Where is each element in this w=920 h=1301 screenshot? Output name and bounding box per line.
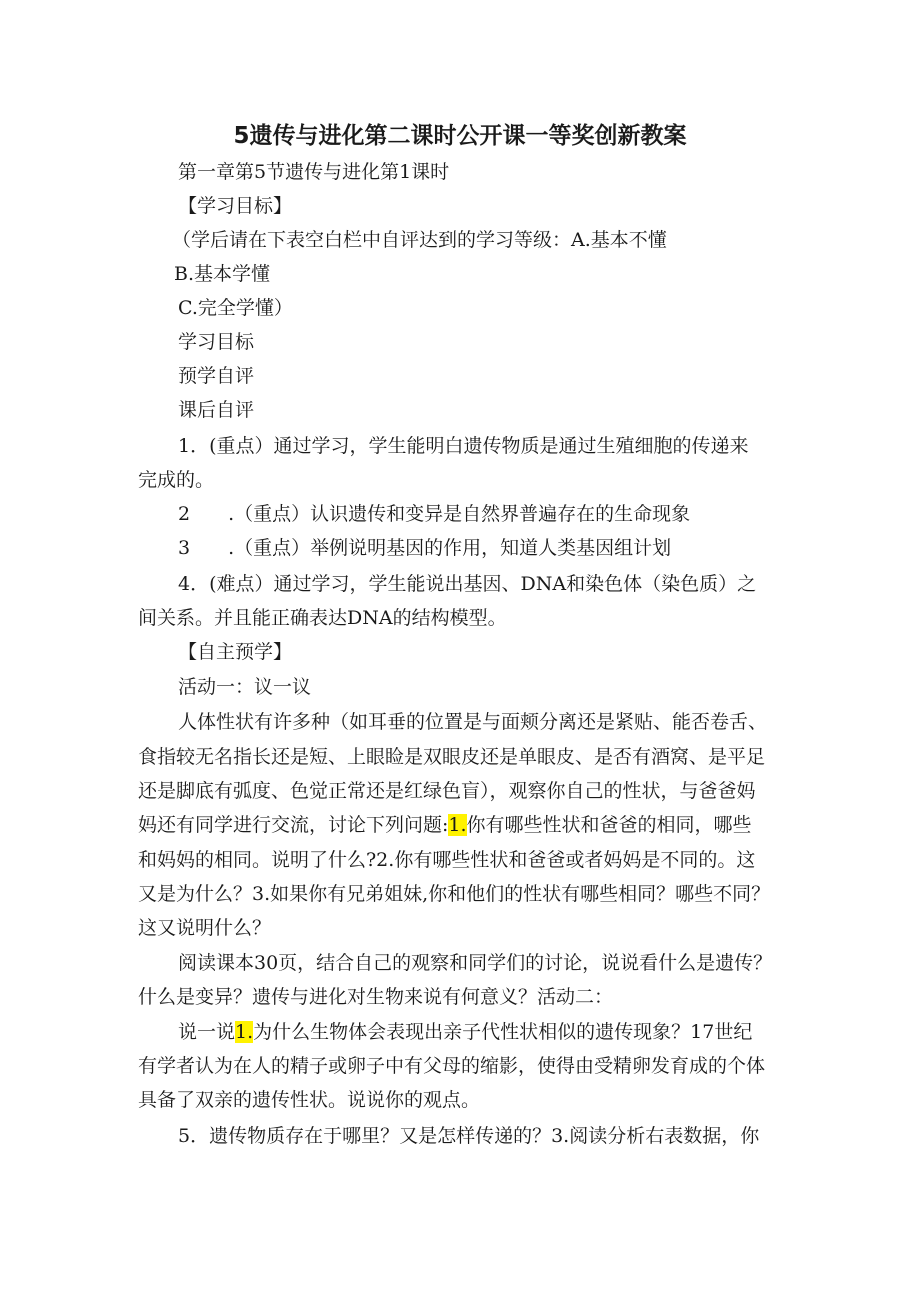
goal-item: 2 .（重点）认识遗传和变异是自然界普遍存在的生命现象 — [178, 503, 691, 525]
activity-heading: 活动一：议一议 — [178, 676, 312, 698]
paragraph-line — [138, 808, 798, 842]
goal-item: 1．(重点）通过学习，学生能明白遗传物质是通过生殖细胞的传递来 — [178, 435, 749, 457]
paragraph-line: 课后自评 — [178, 399, 255, 421]
paragraph-line: 和妈妈的相同。说明了什么?2.你有哪些性状和爸爸或者妈妈是不同的。这 — [138, 849, 756, 871]
section-learning-goals: 【学习目标】 — [178, 195, 293, 217]
line-text: 为什么生物体会表现出亲子代性状相似的遗传现象？17世纪 — [253, 1021, 753, 1043]
line-text: 说一说 — [178, 1021, 236, 1043]
chapter-heading: 第一章第5节遗传与进化第1课时 — [178, 161, 450, 183]
paragraph-line: 这又说明什么？ — [138, 917, 272, 939]
paragraph-line: （学后请在下表空白栏中自评达到的学习等级：A.基本不懂 — [172, 229, 667, 251]
paragraph-line: 具备了双亲的遗传性状。说说你的观点。 — [138, 1089, 481, 1111]
paragraph-line — [178, 1015, 838, 1049]
paragraph-line: 有学者认为在人的精子或卵子中有父母的缩影，使得由受精卵发育成的个体 — [138, 1055, 766, 1077]
goal-item: 4．(难点）通过学习，学生能说出基因、DNA和染色体（染色质）之 — [178, 573, 757, 595]
paragraph-line: 什么是变异？遗传与进化对生物来说有何意义？活动二： — [138, 986, 614, 1008]
paragraph-line: 又是为什么？3.如果你有兄弟姐妹,你和他们的性状有哪些相同？哪些不同？ — [138, 883, 771, 905]
paragraph-line: 阅读课本30页，结合自己的观察和同学们的讨论，说说看什么是遗传？ — [178, 952, 773, 974]
paragraph-line: 还是脚底有弧度、色觉正常还是红绿色盲），观察你自己的性状，与爸爸妈 — [138, 780, 756, 802]
line-text: 妈还有同学进行交流，讨论下列问题: — [138, 814, 449, 836]
paragraph-line: 人体性状有许多种（如耳垂的位置是与面颊分离还是紧贴、能否卷舌、 — [178, 711, 768, 733]
paragraph-line: 5．遗传物质存在于哪里？又是怎样传递的？3.阅读分析右表数据，你 — [178, 1125, 760, 1147]
paragraph-line: 学习目标 — [178, 331, 255, 353]
paragraph-line: 完成的。 — [138, 469, 215, 491]
paragraph-line: C.完全学懂） — [178, 297, 293, 319]
line-text: 你有哪些性状和爸爸的相同，哪些 — [466, 814, 752, 836]
goal-item: 3 .（重点）举例说明基因的作用，知道人类基因组计划 — [178, 537, 672, 559]
highlighted-number: 1. — [448, 814, 467, 836]
paragraph-line: 食指较无名指长还是短、上眼睑是双眼皮还是单眼皮、是否有酒窝、是平足 — [138, 746, 766, 768]
paragraph-line: B.基本学懂 — [174, 263, 271, 285]
section-self-study: 【自主预学】 — [178, 641, 293, 663]
paragraph-line: 间关系。并且能正确表达DNA的结构模型。 — [138, 607, 507, 629]
document-title: 5遗传与进化第二课时公开课一等奖创新教案 — [233, 123, 687, 149]
highlighted-number: 1. — [235, 1021, 254, 1043]
paragraph-line: 预学自评 — [178, 365, 255, 387]
